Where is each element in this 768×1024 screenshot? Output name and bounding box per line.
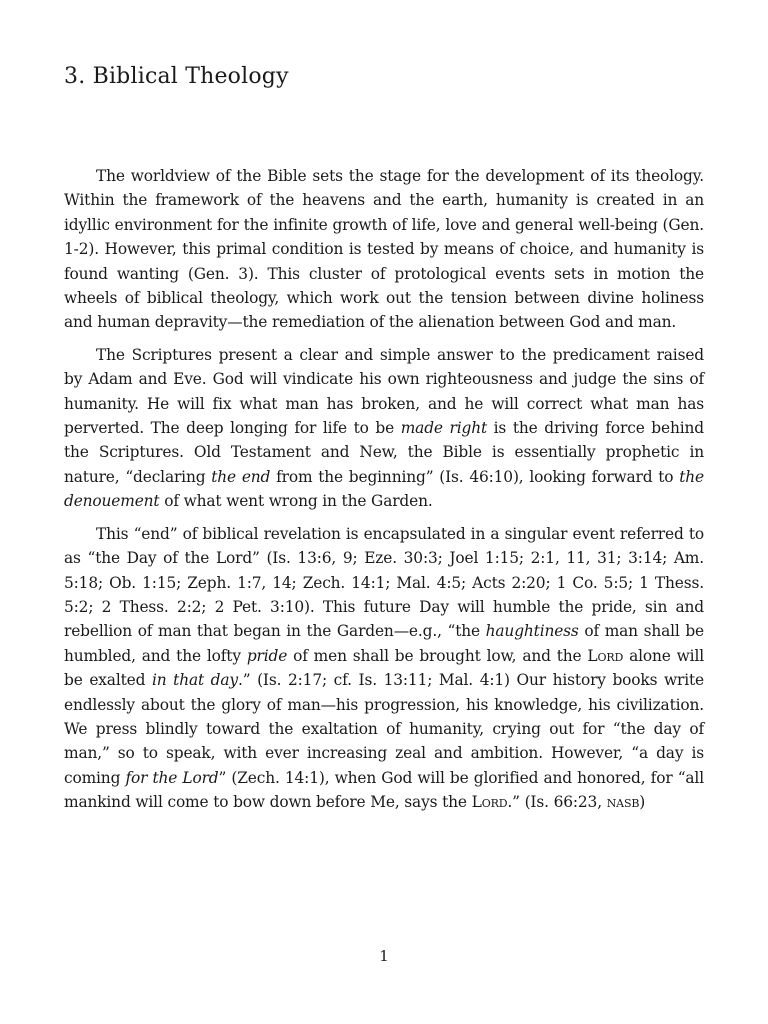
- paragraph-1: [64, 164, 704, 335]
- paragraph-3: [64, 522, 704, 815]
- italic-text: in that day: [151, 671, 238, 690]
- text-run: The worldview of the Bible sets the stage for the development of its theology. Within the framework of the heavens and the earth, humanity is created in an idyllic environment for the infinite growth of life, love and general well-being (Gen. 1-2). However, this primal condition is tested by means of choice, and humanity is found wanting (Gen. 3). This cluster of protological events sets in motion the wheels of biblical theology, which work out the tension between divine holiness and human depravity—the remediation of the alienation between God and man.: [64, 167, 704, 332]
- body-text: [64, 164, 704, 823]
- italic-text: the denouement: [64, 467, 704, 511]
- paragraph-2: [64, 343, 704, 514]
- text-run: alone will be exalted: [64, 646, 704, 690]
- page-number: 1: [379, 947, 389, 965]
- small-caps-text: Lord: [471, 793, 508, 812]
- small-caps-text: nasb: [606, 793, 640, 812]
- text-run: This “end” of biblical revelation is encapsulated in a singular event referred to as “the Day of the Lord” (Is. 13:6, 9; Eze. 30:3; Joel 1:15; 2:1, 11, 31; 3:14; Am. 5:18; Ob. 1:15; Zeph. 1:7, 14; Zech. 14:1; Mal. 4:5; Acts 2:20; 1 Co. 5:5; 1 Thess. 5:2; 2 Thess. 2:2; 2 Pet. 3:10). This future Day will humble the pride, sin and rebellion of man that began in the Garden—e.g., “the: [64, 524, 704, 641]
- text-run: of what went wrong in the Garden.: [159, 492, 433, 511]
- section-heading: 3. Biblical Theology: [64, 64, 289, 89]
- italic-text: the end: [211, 467, 271, 486]
- text-run: The Scriptures present a clear and simple answer to the predicament raised by Adam and Eve. God will vindicate his own righteousness and judge the sins of humanity. He will fix what man has broken, and he will correct what man has perverted. The deep longing for life to be: [64, 345, 704, 438]
- text-run: of man shall be humbled, and the lofty: [64, 622, 704, 665]
- italic-text: for the Lord: [125, 768, 219, 787]
- text-run: ): [639, 793, 646, 812]
- italic-text: made right: [400, 419, 487, 438]
- text-run: ” (Zech. 14:1), when God will be glorified and honored, for “all mankind will come to bow down before Me, says the: [64, 768, 704, 812]
- text-run: of men shall be brought low, and the: [287, 646, 588, 665]
- text-run: .” (Is. 66:23,: [507, 793, 607, 812]
- italic-text: haughtiness: [485, 622, 579, 641]
- small-caps-text: Lord: [587, 646, 624, 665]
- text-run: .” (Is. 2:17; cf. Is. 13:11; Mal. 4:1) Our history books write endlessly about the glory of man—his progression, his knowledge, his civilization. We press blindly toward the exaltation of humanity, crying out for “the day of man,” so to speak, with ever increasing zeal and ambition. However, “a day is coming: [64, 671, 704, 787]
- italic-text: pride: [246, 646, 288, 665]
- text-run: is the driving force behind the Scriptures. Old Testament and New, the Bible is essentially prophetic in nature, “declaring: [64, 419, 704, 486]
- text-run: from the beginning” (Is. 46:10), looking forward to: [270, 467, 680, 486]
